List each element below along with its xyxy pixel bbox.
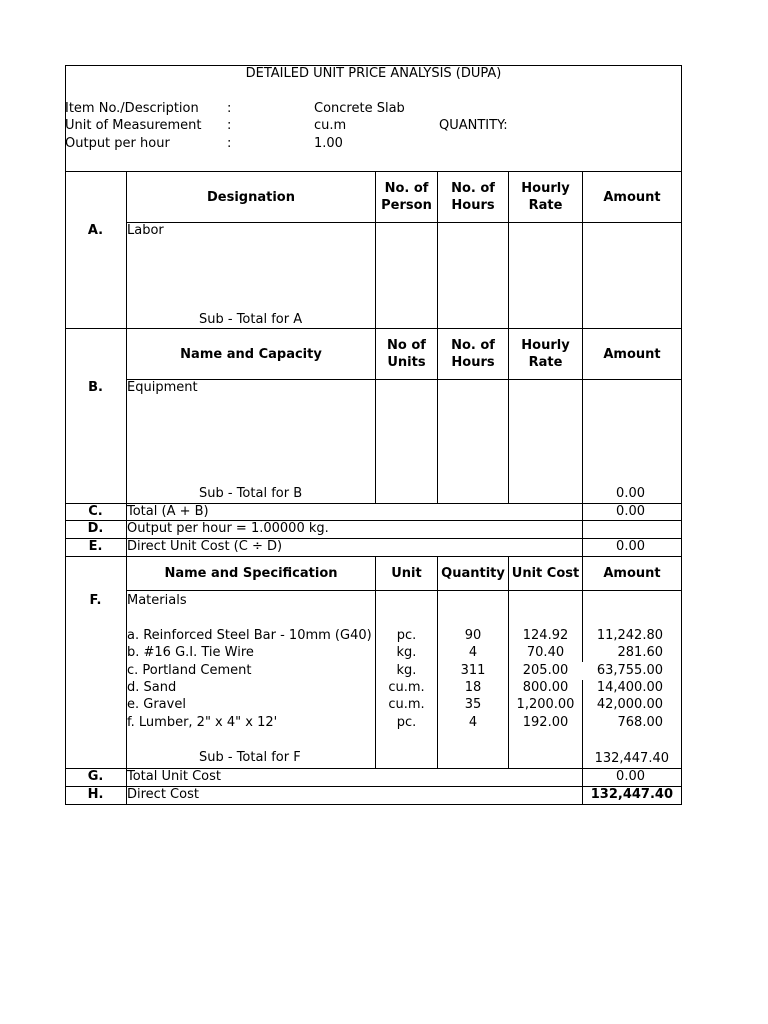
material-unit-cost: 800.00 <box>522 680 569 695</box>
material-quantity: 4 <box>468 645 478 660</box>
header-quantity: Quantity <box>441 566 505 581</box>
section-letter-a: A. <box>87 223 104 238</box>
material-unit: kg. <box>396 663 417 678</box>
subtotal-b-amount: 0.00 <box>616 486 645 501</box>
total-ab-amount: 0.00 <box>616 504 645 519</box>
header-no-of-units: No of Units <box>387 338 426 370</box>
table-row <box>65 644 682 661</box>
material-amount: 42,000.00 <box>596 697 663 712</box>
output-colon: : <box>227 136 232 151</box>
material-quantity: 4 <box>468 715 478 730</box>
document-title: DETAILED UNIT PRICE ANALYSIS (DUPA) <box>245 66 502 81</box>
material-unit: pc. <box>396 715 417 730</box>
material-unit-cost: 70.40 <box>526 645 565 660</box>
material-quantity: 18 <box>464 680 482 695</box>
subtotal-f-amount: 132,447.40 <box>594 751 669 766</box>
direct-cost-amount: 132,447.40 <box>590 787 673 802</box>
header-name-capacity: Name and Capacity <box>180 346 322 362</box>
rule <box>126 222 682 223</box>
material-amount: 14,400.00 <box>596 680 663 695</box>
materials-label: Materials <box>127 593 187 608</box>
section-letter-e: E. <box>88 539 103 554</box>
unit-label: Unit of Measurement <box>65 118 202 133</box>
header-hourly-rate: Hourly Rate <box>521 338 570 370</box>
dupa-sheet <box>65 65 682 805</box>
material-unit-cost: 192.00 <box>522 715 569 730</box>
unit-value: cu.m <box>314 118 347 133</box>
table-row <box>65 714 682 731</box>
header-no-of-hours: No. of Hours <box>451 181 495 213</box>
header-no-of-hours: No. of Hours <box>451 338 495 370</box>
header-no-of-person: No. of Person <box>381 181 432 213</box>
material-quantity: 35 <box>464 697 482 712</box>
material-name: f. Lumber, 2" x 4" x 12' <box>127 715 278 730</box>
material-unit: cu.m. <box>388 697 425 712</box>
header-name-specification: Name and Specification <box>164 566 338 581</box>
material-amount: 11,242.80 <box>596 628 663 643</box>
item-label: Item No./Description <box>65 101 199 116</box>
material-unit: cu.m. <box>388 680 425 695</box>
material-quantity: 90 <box>464 628 482 643</box>
material-quantity: 311 <box>460 663 486 678</box>
section-letter-g: G. <box>87 769 104 784</box>
section-letter-h: H. <box>87 787 104 802</box>
material-amount: 768.00 <box>617 715 663 730</box>
header-amount: Amount <box>603 189 661 205</box>
material-unit: pc. <box>396 628 417 643</box>
table-row <box>65 696 682 713</box>
table-row <box>65 679 682 696</box>
material-unit-cost: 124.92 <box>522 628 569 643</box>
material-name: d. Sand <box>127 680 177 695</box>
subtotal-b-label: Sub - Total for B <box>199 486 303 501</box>
labor-label: Labor <box>127 223 164 238</box>
direct-unit-cost-amount: 0.00 <box>616 539 645 554</box>
direct-unit-cost-label: Direct Unit Cost (C ÷ D) <box>127 539 283 554</box>
output-per-hour-label: Output per hour = 1.00000 kg. <box>127 521 329 536</box>
rule <box>126 379 682 380</box>
rule <box>65 804 682 805</box>
total-unit-cost-amount: 0.00 <box>616 769 645 784</box>
output-value: 1.00 <box>314 136 343 151</box>
material-amount: 63,755.00 <box>596 663 663 678</box>
material-unit-cost: 1,200.00 <box>516 697 575 712</box>
material-unit-cost: 205.00 <box>522 663 569 678</box>
table-row <box>65 662 682 679</box>
quantity-label: QUANTITY: <box>439 118 508 133</box>
section-letter-f: F. <box>89 593 102 608</box>
header-amount: Amount <box>603 566 661 581</box>
material-name: a. Reinforced Steel Bar - 10mm (G40) <box>127 628 372 643</box>
header-amount: Amount <box>603 346 661 362</box>
unit-colon: : <box>227 118 232 133</box>
item-colon: : <box>227 101 232 116</box>
section-letter-b: B. <box>88 380 103 395</box>
section-letter-c: C. <box>88 504 103 519</box>
material-unit: kg. <box>396 645 417 660</box>
item-value: Concrete Slab <box>314 101 405 116</box>
material-amount: 281.60 <box>617 645 663 660</box>
subtotal-a-label: Sub - Total for A <box>199 312 303 327</box>
material-name: e. Gravel <box>127 697 186 712</box>
direct-cost-label: Direct Cost <box>127 787 199 802</box>
section-letter-d: D. <box>87 521 104 536</box>
total-ab-label: Total (A + B) <box>127 504 209 519</box>
subtotal-f-label: Sub - Total for F <box>199 750 301 765</box>
rule <box>126 590 682 591</box>
header-designation: Designation <box>207 189 295 205</box>
header-unit-cost: Unit Cost <box>511 566 580 581</box>
material-name: c. Portland Cement <box>127 663 252 678</box>
total-unit-cost-label: Total Unit Cost <box>127 769 221 784</box>
header-hourly-rate: Hourly Rate <box>521 181 570 213</box>
header-unit: Unit <box>391 566 422 581</box>
equipment-label: Equipment <box>127 380 198 395</box>
table-row <box>65 627 682 644</box>
material-name: b. #16 G.I. Tie Wire <box>127 645 254 660</box>
output-label: Output per hour <box>65 136 170 151</box>
